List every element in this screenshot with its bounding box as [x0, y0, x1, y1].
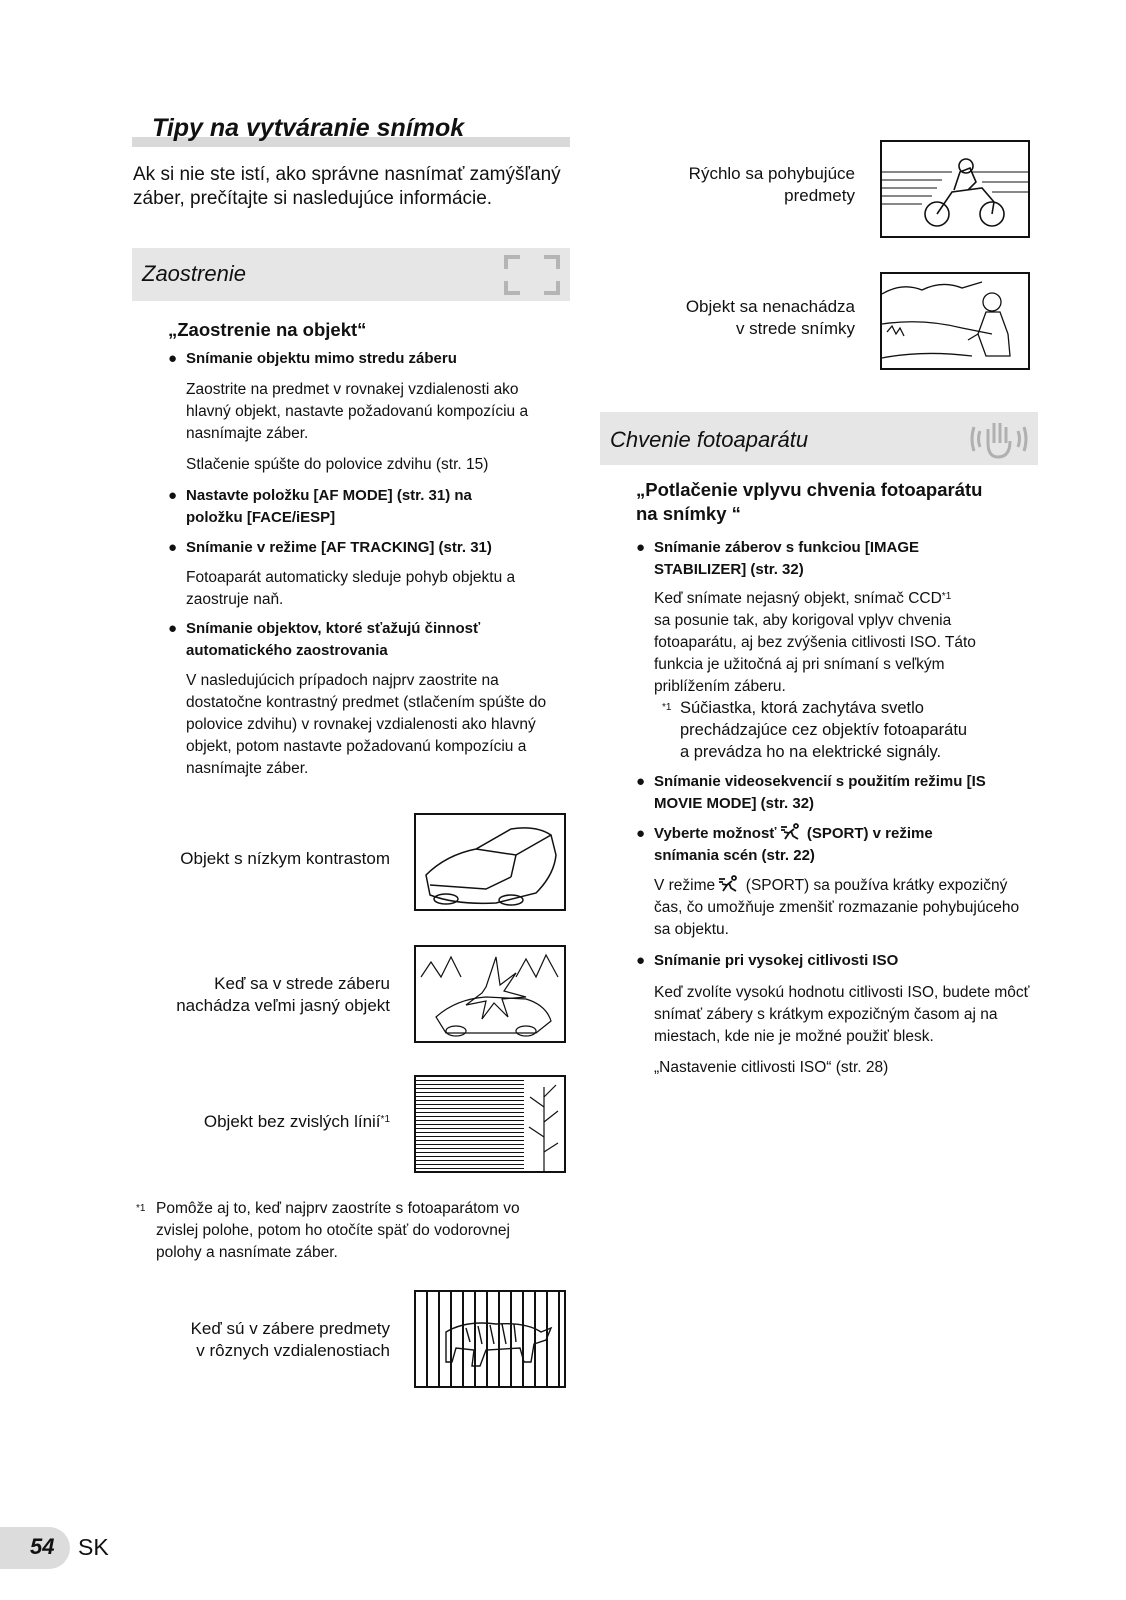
- shake-subheading: [636, 478, 1036, 526]
- shake-subheading-line1: „Potlačenie vplyvu chvenia fotoaparátu: [636, 479, 983, 500]
- figure-motorcycle: [880, 140, 1030, 238]
- shake-bullet-3-a: Vyberte možnosť: [654, 825, 777, 842]
- caption-different-distances-line2: v rôznych vzdialenostiach: [196, 1341, 390, 1360]
- figure-horizontal-lines: [414, 1075, 566, 1173]
- shake-note: [662, 697, 1032, 767]
- focus-para-1b: Stlačenie spúšte do polovice zdvihu (str. 15): [186, 456, 489, 473]
- af-frame-icon: [502, 253, 562, 297]
- shake-para-3-b: (SPORT) sa používa krátky expozičný čas, čo umožňuje zmenšiť rozmazanie pohybujúceho sa objektu.: [654, 877, 1020, 938]
- ccd-footnote-ref: *1: [941, 591, 952, 602]
- focus-para-3: Fotoaparát automaticky sleduje pohyb objektu a zaostruje naň.: [186, 569, 516, 608]
- shake-subheading-line2: na snímky “: [636, 503, 741, 524]
- figure-low-contrast-car: [414, 813, 566, 911]
- caption-different-distances-line1: Keď sú v zábere predmety: [190, 1319, 390, 1338]
- caption-off-center: [640, 296, 855, 340]
- caption-bright-object-line2: nachádza veľmi jasný objekt: [176, 996, 390, 1015]
- section-title-focus: Zaostrenie: [142, 261, 246, 286]
- shake-bullet-3-c: snímania scén (str. 22): [654, 847, 815, 864]
- sport-icon: [781, 823, 803, 841]
- focus-bullet-4: ● Snímanie objektov, ktoré sťažujú činnosť automatického zaostrovania: [168, 620, 481, 659]
- shake-bullet-4: ● Snímanie pri vysokej citlivosti ISO: [636, 952, 899, 969]
- section-header-shake: [600, 412, 1038, 465]
- section-header-focus: [132, 248, 570, 301]
- caption-low-contrast: Objekt s nízkym kontrastom: [180, 849, 390, 868]
- caption-bright-object-line1: Keď sa v strede záberu: [214, 974, 390, 993]
- focus-para-1: Zaostrite na predmet v rovnakej vzdialenosti ako hlavný objekt, nastavte požadovanú kompozíciu a nasnímajte záber.: [186, 381, 529, 442]
- shake-para-4b: „Nastavenie citlivosti ISO“ (str. 28): [654, 1059, 889, 1076]
- caption-fast-moving-line2: predmety: [784, 186, 855, 205]
- caption-fast-moving-line1: Rýchlo sa pohybujúce: [688, 164, 855, 183]
- focus-para-4: V nasledujúcich prípadoch najprv zaostrite na dostatočne kontrastný predmet (stlačením spúšte do polovice zdvihu) v rovnakej vzdialenosti ako hlavný objekt, potom nastavte požadovanú kompozíciu a nasnímajte záber.: [186, 672, 547, 777]
- page-number: 54: [30, 1534, 55, 1559]
- shake-bullet-3: ● Vyberte možnosť (SPORT) v režime snímania scén (str. 22): [636, 825, 933, 864]
- section-title-shake: Chvenie fotoaparátu: [610, 427, 809, 452]
- footnote: [136, 1198, 536, 1264]
- shake-para-1a: Keď snímate nejasný objekt, snímač CCD: [654, 590, 942, 607]
- focus-subheading: „Zaostrenie na objekt“: [168, 319, 367, 340]
- intro-text: Ak si nie ste istí, ako správne nasnímať zamýšľaný záber, prečítajte si nasledujúce informácie.: [133, 164, 561, 209]
- caption-off-center-line1: Objekt sa nenachádza: [685, 297, 855, 316]
- sport-icon-inline: [719, 875, 741, 893]
- shake-bullet-2: ● Snímanie videosekvencií s použitím režimu [IS MOVIE MODE] (str. 32): [636, 773, 986, 812]
- caption-bright-object: [140, 973, 390, 1017]
- caption-no-vertical-lines-text: Objekt bez zvislých línií: [203, 1112, 381, 1131]
- shake-bullet-1: ● Snímanie záberov s funkciou [IMAGE STABILIZER] (str. 32): [636, 539, 920, 578]
- shake-para-1b: sa posunie tak, aby korigoval vplyv chvenia fotoaparátu, aj bez zvýšenia citlivosti ISO. Táto funkcia je užitočná aj pri snímaní s veľkým priblížením záberu.: [654, 612, 976, 695]
- figure-off-center-person: [880, 272, 1030, 370]
- caption-fast-moving: [640, 163, 855, 207]
- shake-note-mark: *1: [662, 702, 672, 713]
- shake-para-1: [654, 588, 1034, 698]
- shake-para-3-a: V režime: [654, 877, 716, 894]
- focus-bullet-2: ● Nastavte položku [AF MODE] (str. 31) na položku [FACE/iESP]: [168, 487, 472, 526]
- caption-off-center-line2: v strede snímky: [735, 319, 855, 338]
- hand-shake-icon: [968, 417, 1030, 461]
- shake-bullet-3-b: (SPORT) v režime: [806, 825, 933, 842]
- shake-para-4: Keď zvolíte vysokú hodnotu citlivosti ISO, budete môcť snímať zábery s krátkym expozičným časom aj na miestach, kde nie je možné použiť blesk.: [654, 984, 1030, 1045]
- focus-bullet-1: ● Snímanie objektu mimo stredu záberu: [168, 350, 457, 367]
- figure-tiger-behind-bars: [414, 1290, 566, 1388]
- footnote-ref: *1: [380, 1114, 390, 1125]
- focus-bullet-3: ● Snímanie v režime [AF TRACKING] (str. 31): [168, 539, 492, 556]
- figure-bright-object-car: [414, 945, 566, 1043]
- shake-note-text: Súčiastka, ktorá zachytáva svetlo prechádzajúce cez objektív fotoaparátu a prevádza ho na elektrické signály.: [680, 699, 968, 761]
- shake-para-3: [654, 875, 1034, 941]
- caption-different-distances: [150, 1318, 390, 1362]
- footnote-mark: *1: [136, 1203, 146, 1214]
- page-title: Tipy na vytváranie snímok: [152, 114, 465, 142]
- language-code: SK: [78, 1534, 109, 1560]
- caption-no-vertical-lines: [150, 1111, 390, 1133]
- footnote-text: Pomôže aj to, keď najprv zaostríte s fotoaparátom vo zvislej polohe, potom ho otočíte späť do vodorovnej polohy a nasnímate záber.: [156, 1200, 520, 1261]
